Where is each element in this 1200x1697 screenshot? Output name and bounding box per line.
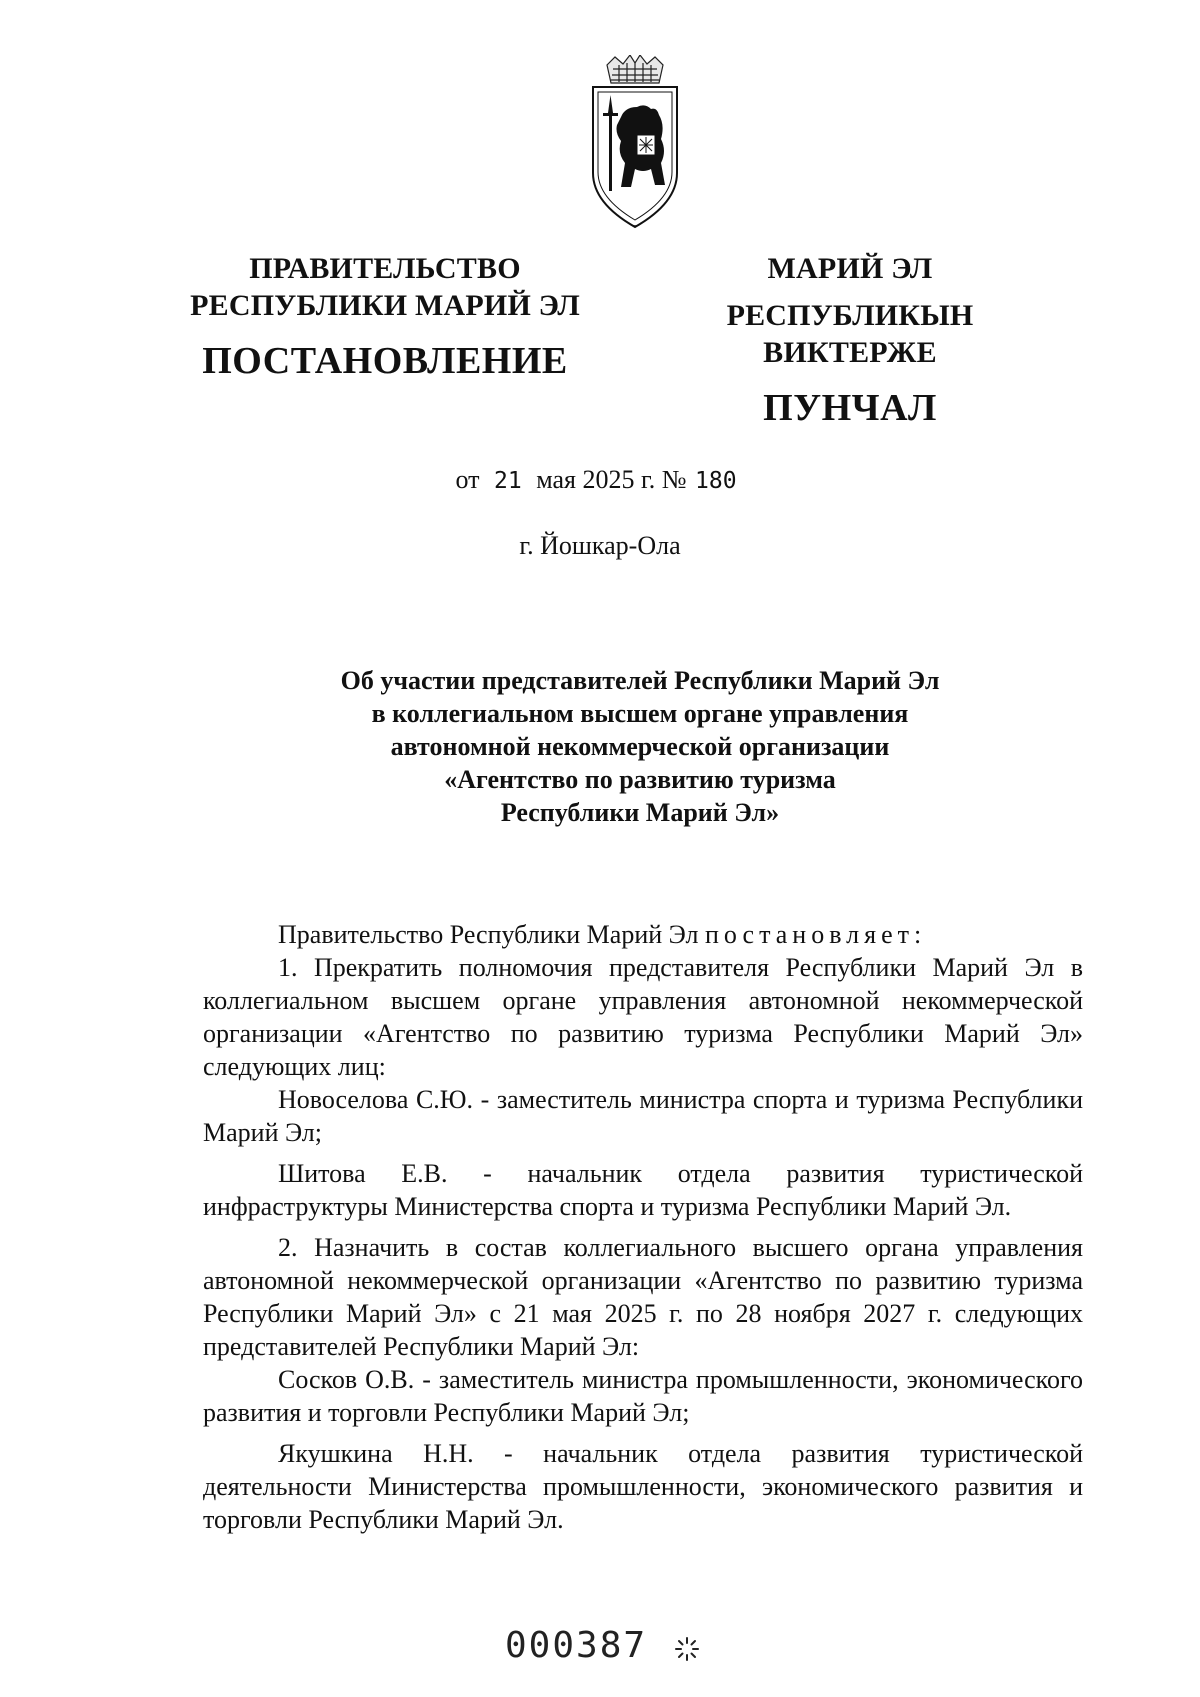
serial-number: 000387: [505, 1625, 648, 1666]
subject-line: Об участии представителей Республики Марий Эл: [340, 666, 940, 695]
header-left: [185, 245, 585, 385]
header-right-title: ПУНЧАЛ: [763, 387, 937, 429]
intro-paragraph: [203, 918, 1083, 951]
item-1-person-1: Новоселова С.Ю. - заместитель министра спорта и туризма Республики Марий Эл;: [203, 1085, 1083, 1147]
header-right-line2: ВИКТЕРЖЕ: [763, 336, 937, 369]
subject-line: в коллегиальном высшем органе управления: [371, 699, 909, 728]
item-2-person-1: Сосков О.В. - заместитель министра промышленности, экономического развития и торговли Республики Марий Эл;: [203, 1365, 1083, 1427]
date-line: [0, 462, 1200, 499]
header-left-line2: РЕСПУБЛИКИ МАРИЙ ЭЛ: [190, 289, 580, 322]
date-day: 21: [493, 468, 522, 494]
intro-verb: постановляет: [704, 920, 914, 949]
place-line: г. Йошкар-Ола: [519, 531, 681, 560]
intro-text: Правительство Республики Марий Эл: [278, 920, 705, 949]
snowflake-mark-icon: [674, 1636, 700, 1662]
date-prefix: от: [455, 465, 480, 494]
document-number: 180: [695, 468, 737, 494]
document-body: [203, 918, 1083, 1536]
document-subject: [200, 664, 1080, 829]
subject-line: автономной некоммерческой организации: [390, 732, 890, 761]
item-1-paragraph: 1. Прекратить полномочия представителя Республики Марий Эл в коллегиальном высшем органе управления автономной некоммерческой организации «Агентство по развитию туризма Республики Марий Эл» следующих лиц:: [203, 953, 1083, 1081]
intro-colon: :: [913, 920, 922, 949]
item-2-person-2: Якушкина Н.Н. - начальник отдела развития туристической деятельности Министерства промышленности, экономического развития и торговли Республики Марий Эл.: [203, 1439, 1083, 1534]
header-right: [650, 245, 1050, 432]
item-2-paragraph: 2. Назначить в состав коллегиального высшего органа управления автономной некоммерческой организации «Агентство по развитию туризма Республики Марий Эл» с 21 мая 2025 г. по 28 ноября 2027 г. следующих представителей Республики Марий Эл:: [203, 1233, 1083, 1361]
coat-of-arms-icon: [585, 55, 685, 235]
header-right-line1: МАРИЙ ЭЛ РЕСПУБЛИКЫН: [726, 252, 974, 332]
header-left-line1: ПРАВИТЕЛЬСТВО: [249, 252, 521, 285]
subject-line: «Агентство по развитию туризма: [444, 765, 836, 794]
item-1-person-2: Шитова Е.В. - начальник отдела развития туристической инфраструктуры Министерства спорта и туризма Республики Марий Эл.: [203, 1159, 1083, 1221]
subject-line: Республики Марий Эл»: [500, 798, 780, 827]
date-month-year: мая 2025 г. №: [536, 465, 687, 494]
header-left-title: ПОСТАНОВЛЕНИЕ: [202, 340, 568, 382]
